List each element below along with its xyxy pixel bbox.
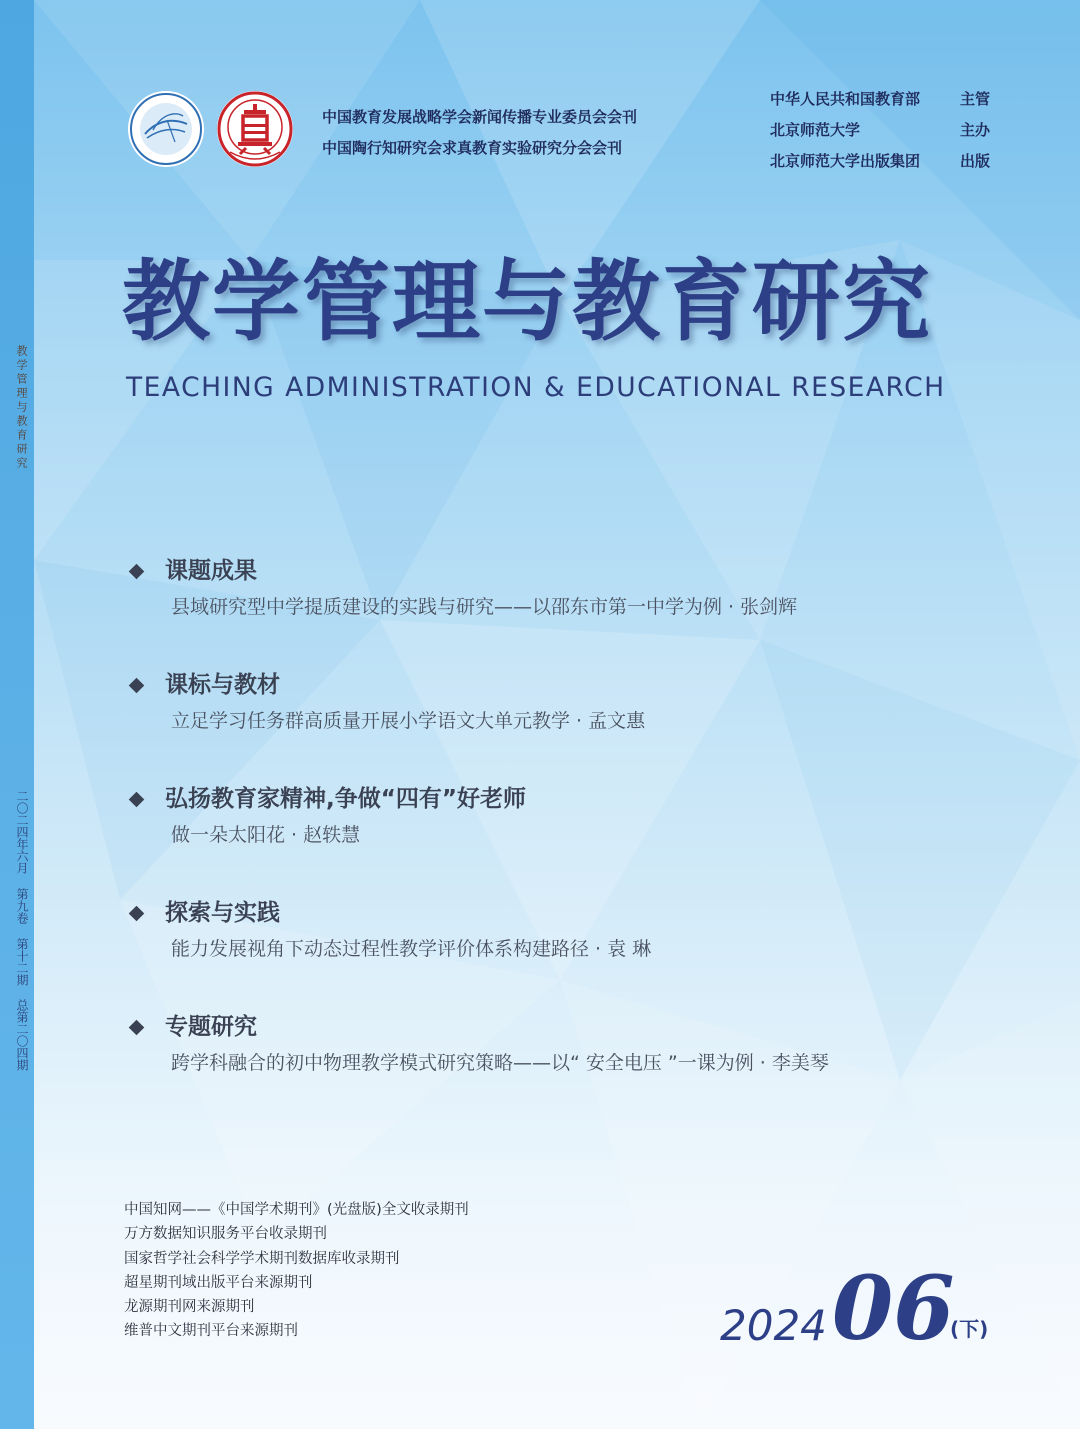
sponsor-row: [770, 115, 990, 146]
section-educator-spirit: [131, 782, 526, 850]
sponsor-list: [770, 84, 990, 177]
article-title: 做一朵太阳花 · 赵轶慧: [171, 824, 361, 846]
journal-title: 教学管理与教育研究: [122, 249, 933, 353]
sponsor-role: 出版: [960, 152, 991, 170]
indexing-item: 龙源期刊网来源期刊: [124, 1299, 255, 1316]
indexing-item: 超星期刊域出版平台来源期刊: [124, 1274, 313, 1291]
article-title: 县域研究型中学提质建设的实践与研究——以邵东市第一中学为例 · 张剑辉: [171, 596, 798, 618]
society-emblem-icon: [127, 90, 205, 168]
section-name: 弘扬教育家精神,争做“四有”好老师: [165, 786, 526, 812]
spine-total-number: 总第二〇四期: [15, 999, 29, 1072]
article-title: 立足学习任务群高质量开展小学语文大单元教学 · 孟文惠: [171, 710, 646, 732]
indexing-list: [124, 1198, 469, 1344]
spine: [0, 0, 34, 1429]
diamond-bullet-icon: [129, 905, 145, 921]
article-title: 能力发展视角下动态过程性教学评价体系构建路径 · 袁 琳: [171, 938, 652, 960]
diamond-bullet-icon: [129, 677, 145, 693]
spine-title: 教学管理与教育研究: [15, 345, 28, 471]
indexing-item: 维普中文期刊平台来源期刊: [124, 1323, 298, 1340]
association-list: [322, 102, 637, 164]
qiuzhen-seal-icon: [216, 90, 294, 168]
diamond-bullet-icon: [129, 563, 145, 579]
spine-issue-date: 二〇二四年六月: [15, 790, 29, 874]
section-name: 专题研究: [165, 1014, 257, 1040]
sponsor-org: 北京师范大学: [770, 121, 861, 139]
sponsor-org: 中华人民共和国教育部: [770, 90, 921, 108]
article-title: 跨学科融合的初中物理教学模式研究策略——以“ 安全电压 ”一课为例 · 李美琴: [171, 1052, 829, 1074]
issue-year: 2024: [720, 1301, 827, 1350]
spine-volume: 第九卷: [15, 887, 29, 924]
section-name: 课标与教材: [165, 672, 280, 698]
sponsor-row: [770, 146, 990, 177]
indexing-item: 万方数据知识服务平台收录期刊: [124, 1226, 327, 1243]
diamond-bullet-icon: [129, 1019, 145, 1035]
section-name: 探索与实践: [165, 900, 280, 926]
sponsor-role: 主办: [960, 121, 991, 139]
sponsor-org: 北京师范大学出版集团: [770, 152, 921, 170]
indexing-item: 国家哲学社会科学学术期刊数据库收录期刊: [124, 1250, 400, 1267]
association-line: 中国教育发展战略学会新闻传播专业委员会会刊: [322, 108, 638, 126]
spine-number: 第十二期: [15, 937, 29, 986]
journal-title-english: TEACHING ADMINISTRATION & EDUCATIONAL RESEARCH: [126, 372, 946, 403]
section-special-research: [131, 1010, 829, 1078]
issue-half: (下): [950, 1317, 989, 1341]
diamond-bullet-icon: [129, 791, 145, 807]
section-topic-results: [131, 554, 797, 622]
issue-month: 06: [832, 1256, 955, 1360]
sponsor-role: 主管: [960, 90, 991, 108]
association-line: 中国陶行知研究会求真教育实验研究分会会刊: [322, 139, 623, 157]
issue-number: [720, 1256, 1010, 1362]
section-exploration: [131, 896, 651, 964]
spine-issue-info: [5, 790, 29, 1081]
indexing-item: 中国知网——《中国学术期刊》(光盘版)全文收录期刊: [124, 1202, 469, 1218]
section-name: 课题成果: [165, 558, 257, 584]
section-curriculum: [131, 668, 645, 736]
sponsor-row: [770, 84, 990, 115]
